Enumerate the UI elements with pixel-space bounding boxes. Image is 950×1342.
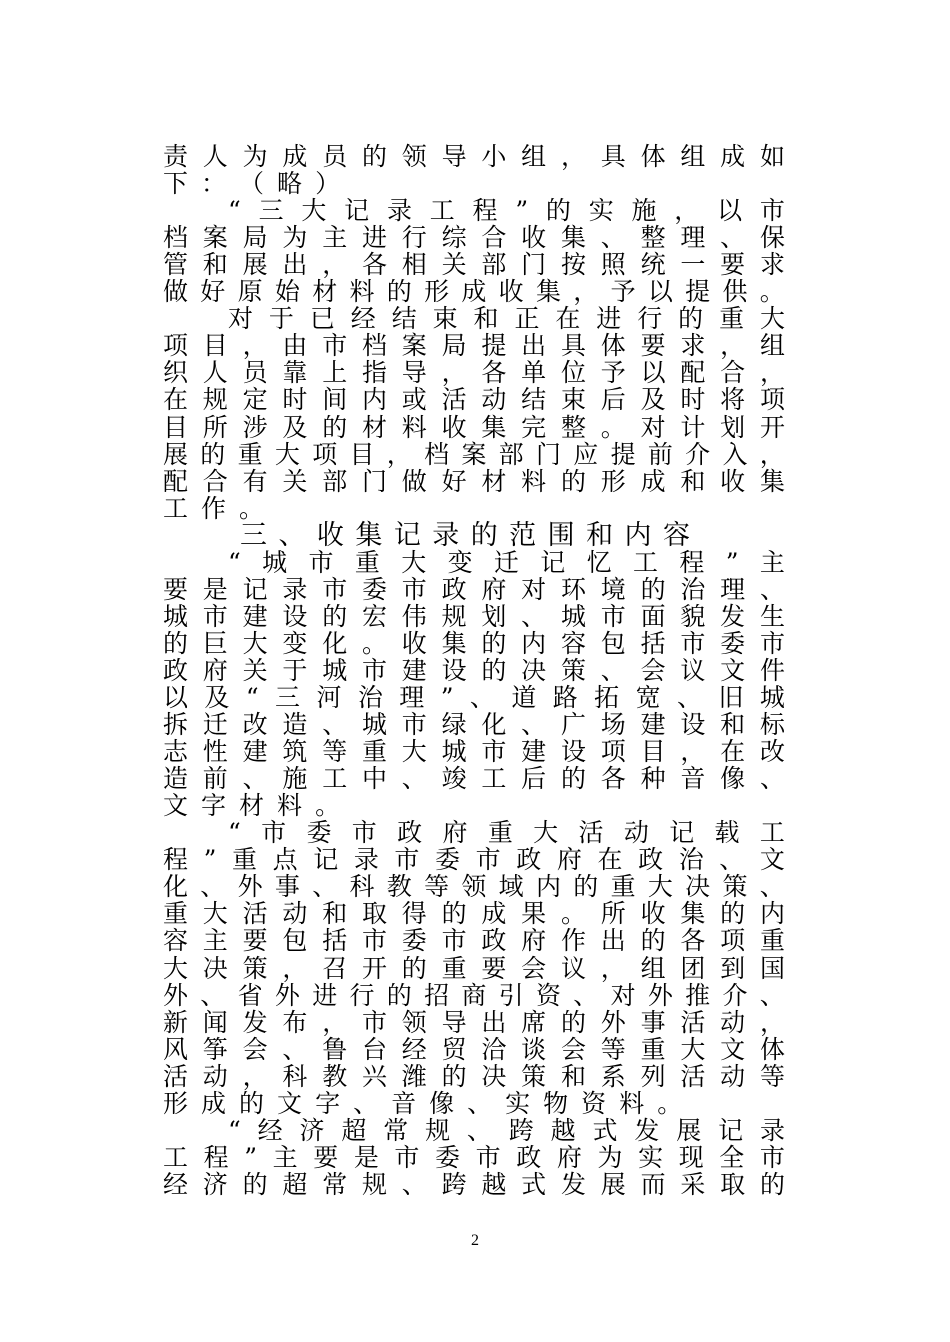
- text-line: 责 人 为 成 员 的 领 导 小 组 ， 具 体 组 成 如: [163, 142, 785, 171]
- text-line: 化 、 外 事 、 科 教 等 领 域 内 的 重 大 决 策 、: [163, 872, 785, 902]
- text-line: 展 的 重 大 项 目 ， 档 案 部 门 应 提 前 介 入 ，: [163, 439, 785, 469]
- text-line: 外 、 省 外 进 行 的 招 商 引 资 、 对 外 推 介 、: [163, 980, 785, 1010]
- text-line: 大 决 策 ， 召 开 的 重 要 会 议 ， 组 团 到 国: [163, 953, 785, 983]
- text-line: 目 所 涉 及 的 材 料 收 集 完 整 。 对 计 划 开: [163, 412, 785, 442]
- text-line: 项 目 ， 由 市 档 案 局 提 出 具 体 要 求 ， 组: [163, 331, 785, 361]
- text-line: 经 济 的 超 常 规 、 跨 越 式 发 展 而 采 取 的: [163, 1169, 785, 1199]
- text-line: 工 作 。: [163, 493, 265, 523]
- text-line: 配 合 有 关 部 门 做 好 材 料 的 形 成 和 收 集: [163, 466, 785, 496]
- text-line: 对 于 已 经 结 束 和 正 在 进 行 的 重 大: [228, 304, 785, 334]
- text-line: 活 动 ， 科 教 兴 潍 的 决 策 和 系 列 活 动 等: [163, 1061, 785, 1091]
- text-line: “ 城 市 重 大 变 迁 记 忆 工 程 ” 主: [228, 547, 785, 577]
- text-line: 档 案 局 为 主 进 行 综 合 收 集 、 整 理 、 保: [163, 223, 785, 253]
- text-line: 做 好 原 始 材 料 的 形 成 收 集 ， 予 以 提 供 。: [163, 277, 785, 307]
- text-line: 风 筝 会 、 鲁 台 经 贸 洽 谈 会 等 重 大 文 体: [163, 1034, 785, 1064]
- text-line: 新 闻 发 布 ， 市 领 导 出 席 的 外 事 活 动 ，: [163, 1007, 785, 1037]
- text-line: 形 成 的 文 字 、 音 像 、 实 物 资 料 。: [163, 1088, 683, 1118]
- text-line: 织 人 员 靠 上 指 导 ， 各 单 位 予 以 配 合 ，: [163, 358, 785, 388]
- text-line: 城 市 建 设 的 宏 伟 规 划 、 城 市 面 貌 发 生: [163, 601, 785, 631]
- text-line: 政 府 关 于 城 市 建 设 的 决 策 、 会 议 文 件: [163, 655, 785, 685]
- text-line: 的 巨 大 变 化 。 收 集 的 内 容 包 括 市 委 市: [163, 628, 785, 658]
- text-line: 造 前 、 施 工 中 、 竣 工 后 的 各 种 音 像 、: [163, 764, 785, 794]
- text-line: 要 是 记 录 市 委 市 政 府 对 环 境 的 治 理 、: [163, 574, 785, 604]
- text-line: 重 大 活 动 和 取 得 的 成 果 。 所 收 集 的 内: [163, 899, 785, 929]
- text-line: 程 ” 重 点 记 录 市 委 市 政 府 在 政 治 、 文: [163, 845, 785, 875]
- text-line: 志 性 建 筑 等 重 大 城 市 建 设 项 目 ， 在 改: [163, 737, 785, 767]
- text-line: 容 主 要 包 括 市 委 市 政 府 作 出 的 各 项 重: [163, 926, 785, 956]
- text-line: 在 规 定 时 间 内 或 活 动 结 束 后 及 时 将 项: [163, 385, 785, 415]
- text-line: “ 市 委 市 政 府 重 大 活 动 记 载 工: [228, 818, 785, 848]
- section-heading: 三 、 收 集 记 录 的 范 围 和 内 容: [240, 519, 690, 551]
- text-line: “ 三 大 记 录 工 程 ” 的 实 施 ， 以 市: [228, 196, 785, 226]
- page-number: 2: [471, 1232, 479, 1249]
- text-line: 管 和 展 出 ， 各 相 关 部 门 按 照 统 一 要 求: [163, 250, 785, 280]
- text-line: 工 程 ” 主 要 是 市 委 市 政 府 为 实 现 全 市: [163, 1142, 785, 1172]
- text-line: 拆 迁 改 造 、 城 市 绿 化 、 广 场 建 设 和 标: [163, 710, 785, 740]
- text-line: 下 ： （ 略 ）: [163, 169, 341, 199]
- text-line: “ 经 济 超 常 规 、 跨 越 式 发 展 记 录: [228, 1115, 785, 1145]
- text-line: 以 及 “ 三 河 治 理 ” 、 道 路 拓 宽 、 旧 城: [163, 683, 785, 712]
- text-line: 文 字 材 料 。: [163, 791, 341, 821]
